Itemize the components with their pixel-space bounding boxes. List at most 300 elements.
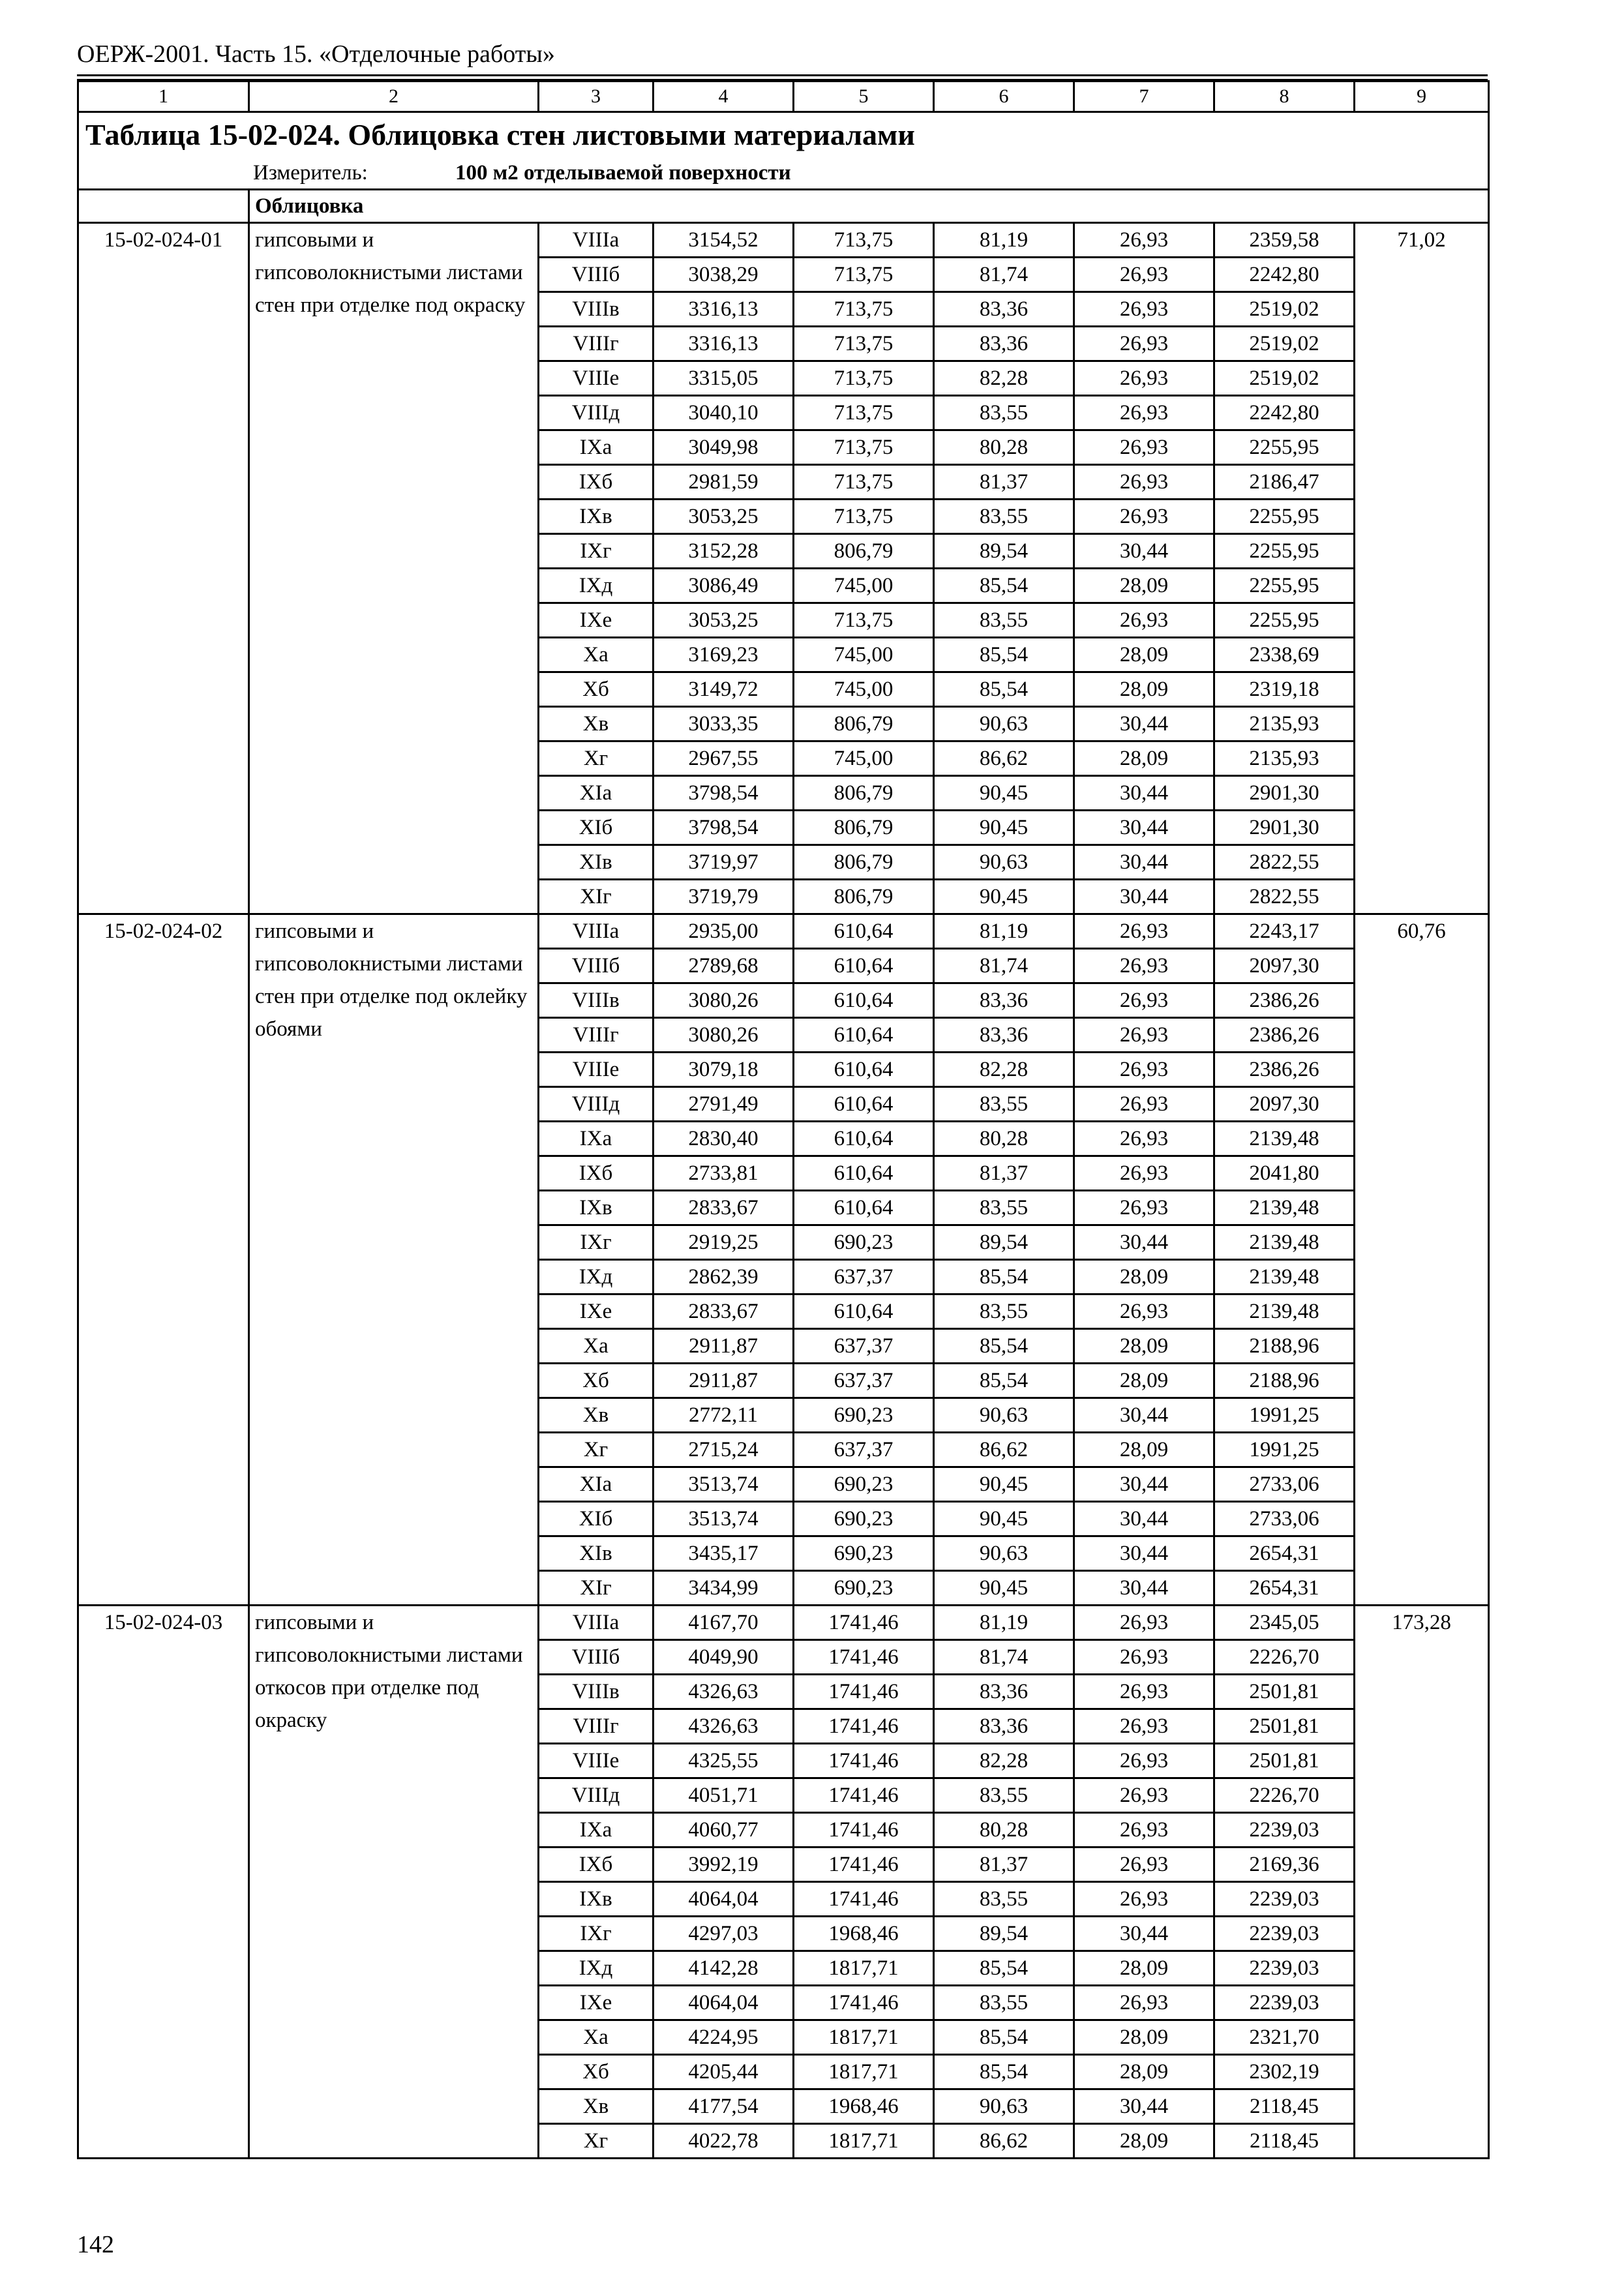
norm-code: 15-02-024-01 bbox=[78, 223, 249, 914]
zone-cell: Xв bbox=[539, 2089, 654, 2124]
labor-cost-cell: 1741,46 bbox=[794, 1986, 934, 2020]
zone-cell: XIа bbox=[539, 1467, 654, 1502]
zone-cell: IXд bbox=[539, 569, 654, 603]
zone-cell: Xа bbox=[539, 2020, 654, 2055]
materials-cost-cell: 2041,80 bbox=[1214, 1156, 1355, 1191]
labor-cost-cell: 713,75 bbox=[794, 430, 934, 465]
labor-cost-cell: 610,64 bbox=[794, 1018, 934, 1053]
total-cost-cell: 3080,26 bbox=[654, 983, 794, 1018]
total-cost-cell: 2715,24 bbox=[654, 1433, 794, 1467]
header-rule bbox=[77, 74, 1488, 76]
materials-cost-cell: 2255,95 bbox=[1214, 603, 1355, 638]
materials-cost-cell: 2822,55 bbox=[1214, 880, 1355, 914]
labor-cost-cell: 690,23 bbox=[794, 1225, 934, 1260]
machine-cost-cell: 83,36 bbox=[934, 327, 1074, 361]
machine-cost-cell: 81,74 bbox=[934, 949, 1074, 983]
operator-wage-cell: 30,44 bbox=[1074, 534, 1214, 569]
total-cost-cell: 4064,04 bbox=[654, 1986, 794, 2020]
zone-cell: IXг bbox=[539, 1225, 654, 1260]
materials-cost-cell: 2188,96 bbox=[1214, 1329, 1355, 1364]
operator-wage-cell: 30,44 bbox=[1074, 1398, 1214, 1433]
norm-code: 15-02-024-02 bbox=[78, 914, 249, 1606]
labor-cost-cell: 1741,46 bbox=[794, 1848, 934, 1882]
zone-cell: IXв bbox=[539, 1882, 654, 1917]
machine-cost-cell: 81,37 bbox=[934, 1156, 1074, 1191]
operator-wage-cell: 26,93 bbox=[1074, 1882, 1214, 1917]
total-cost-cell: 3513,74 bbox=[654, 1502, 794, 1536]
labor-cost-cell: 713,75 bbox=[794, 223, 934, 258]
materials-cost-cell: 2519,02 bbox=[1214, 361, 1355, 396]
column-number: 2 bbox=[249, 82, 539, 112]
labor-cost-cell: 690,23 bbox=[794, 1398, 934, 1433]
zone-cell: IXд bbox=[539, 1951, 654, 1986]
total-cost-cell: 3169,23 bbox=[654, 638, 794, 672]
labor-cost-cell: 637,37 bbox=[794, 1364, 934, 1398]
operator-wage-cell: 26,93 bbox=[1074, 603, 1214, 638]
zone-cell: VIIIг bbox=[539, 327, 654, 361]
total-cost-cell: 3798,54 bbox=[654, 811, 794, 845]
zone-cell: VIIIб bbox=[539, 1640, 654, 1675]
machine-cost-cell: 81,74 bbox=[934, 258, 1074, 292]
total-cost-cell: 3049,98 bbox=[654, 430, 794, 465]
labor-hours-cell: 173,28 bbox=[1355, 1606, 1489, 2159]
column-number-row bbox=[78, 82, 1489, 112]
materials-cost-cell: 2654,31 bbox=[1214, 1571, 1355, 1606]
materials-cost-cell: 2135,93 bbox=[1214, 707, 1355, 741]
zone-cell: IXа bbox=[539, 1122, 654, 1156]
zone-cell: VIIIа bbox=[539, 1606, 654, 1640]
operator-wage-cell: 26,93 bbox=[1074, 1813, 1214, 1848]
operator-wage-cell: 30,44 bbox=[1074, 776, 1214, 811]
total-cost-cell: 3053,25 bbox=[654, 603, 794, 638]
column-number: 4 bbox=[654, 82, 794, 112]
machine-cost-cell: 83,36 bbox=[934, 292, 1074, 327]
materials-cost-cell: 2733,06 bbox=[1214, 1467, 1355, 1502]
labor-cost-cell: 690,23 bbox=[794, 1536, 934, 1571]
operator-wage-cell: 26,93 bbox=[1074, 1778, 1214, 1813]
materials-cost-cell: 2226,70 bbox=[1214, 1778, 1355, 1813]
labor-cost-cell: 806,79 bbox=[794, 707, 934, 741]
zone-cell: VIIIв bbox=[539, 1675, 654, 1709]
zone-cell: Xб bbox=[539, 2055, 654, 2089]
machine-cost-cell: 85,54 bbox=[934, 1260, 1074, 1294]
zone-cell: Xг bbox=[539, 2124, 654, 2159]
machine-cost-cell: 90,63 bbox=[934, 1398, 1074, 1433]
labor-cost-cell: 713,75 bbox=[794, 396, 934, 430]
operator-wage-cell: 28,09 bbox=[1074, 1364, 1214, 1398]
labor-cost-cell: 690,23 bbox=[794, 1571, 934, 1606]
labor-cost-cell: 610,64 bbox=[794, 1156, 934, 1191]
labor-cost-cell: 1741,46 bbox=[794, 1744, 934, 1778]
labor-cost-cell: 1741,46 bbox=[794, 1606, 934, 1640]
column-number: 5 bbox=[794, 82, 934, 112]
document-header: ОЕРЖ-2001. Часть 15. «Отделочные работы» bbox=[77, 40, 555, 68]
zone-cell: IXа bbox=[539, 1813, 654, 1848]
machine-cost-cell: 90,45 bbox=[934, 1571, 1074, 1606]
materials-cost-cell: 2186,47 bbox=[1214, 465, 1355, 500]
total-cost-cell: 3719,79 bbox=[654, 880, 794, 914]
labor-hours-cell: 60,76 bbox=[1355, 914, 1489, 1606]
labor-cost-cell: 1741,46 bbox=[794, 1709, 934, 1744]
zone-cell: XIб bbox=[539, 811, 654, 845]
materials-cost-cell: 1991,25 bbox=[1214, 1398, 1355, 1433]
table-row bbox=[78, 223, 1489, 258]
zone-cell: VIIIе bbox=[539, 361, 654, 396]
materials-cost-cell: 2188,96 bbox=[1214, 1364, 1355, 1398]
materials-cost-cell: 2239,03 bbox=[1214, 1882, 1355, 1917]
machine-cost-cell: 81,37 bbox=[934, 465, 1074, 500]
machine-cost-cell: 90,45 bbox=[934, 1467, 1074, 1502]
materials-cost-cell: 2501,81 bbox=[1214, 1744, 1355, 1778]
table-title-row bbox=[78, 112, 1489, 158]
labor-cost-cell: 713,75 bbox=[794, 292, 934, 327]
total-cost-cell: 4326,63 bbox=[654, 1675, 794, 1709]
measure-cell bbox=[78, 157, 1489, 190]
materials-cost-cell: 2386,26 bbox=[1214, 1018, 1355, 1053]
machine-cost-cell: 81,19 bbox=[934, 1606, 1074, 1640]
zone-cell: Xв bbox=[539, 707, 654, 741]
machine-cost-cell: 90,63 bbox=[934, 707, 1074, 741]
operator-wage-cell: 30,44 bbox=[1074, 880, 1214, 914]
zone-cell: IXг bbox=[539, 534, 654, 569]
materials-cost-cell: 2386,26 bbox=[1214, 1053, 1355, 1087]
zone-cell: XIг bbox=[539, 880, 654, 914]
total-cost-cell: 2791,49 bbox=[654, 1087, 794, 1122]
materials-cost-cell: 2239,03 bbox=[1214, 1917, 1355, 1951]
machine-cost-cell: 85,54 bbox=[934, 638, 1074, 672]
machine-cost-cell: 90,63 bbox=[934, 2089, 1074, 2124]
norm-description-cell bbox=[249, 223, 539, 914]
machine-cost-cell: 85,54 bbox=[934, 2020, 1074, 2055]
labor-cost-cell: 637,37 bbox=[794, 1260, 934, 1294]
labor-cost-cell: 637,37 bbox=[794, 1433, 934, 1467]
operator-wage-cell: 30,44 bbox=[1074, 1917, 1214, 1951]
total-cost-cell: 3513,74 bbox=[654, 1467, 794, 1502]
labor-cost-cell: 1741,46 bbox=[794, 1778, 934, 1813]
norm-description-cell bbox=[249, 914, 539, 1606]
table-row bbox=[78, 914, 1489, 949]
norms-table bbox=[77, 80, 1490, 2159]
operator-wage-cell: 26,93 bbox=[1074, 1606, 1214, 1640]
zone-cell: Xв bbox=[539, 1398, 654, 1433]
materials-cost-cell: 2901,30 bbox=[1214, 776, 1355, 811]
labor-cost-cell: 745,00 bbox=[794, 638, 934, 672]
operator-wage-cell: 26,93 bbox=[1074, 983, 1214, 1018]
materials-cost-cell: 2139,48 bbox=[1214, 1294, 1355, 1329]
operator-wage-cell: 26,93 bbox=[1074, 258, 1214, 292]
operator-wage-cell: 26,93 bbox=[1074, 1986, 1214, 2020]
norm-description: гипсовыми и гипсоволокнистыми листами откосов при отделке под окраску bbox=[255, 1611, 523, 1732]
labor-cost-cell: 1968,46 bbox=[794, 2089, 934, 2124]
materials-cost-cell: 2386,26 bbox=[1214, 983, 1355, 1018]
zone-cell: VIIIд bbox=[539, 1087, 654, 1122]
materials-cost-cell: 2501,81 bbox=[1214, 1709, 1355, 1744]
column-number: 1 bbox=[78, 82, 249, 112]
operator-wage-cell: 30,44 bbox=[1074, 1225, 1214, 1260]
norm-description-cell bbox=[249, 1606, 539, 2159]
zone-cell: VIIIд bbox=[539, 1778, 654, 1813]
table-row bbox=[78, 1606, 1489, 1640]
operator-wage-cell: 26,93 bbox=[1074, 1087, 1214, 1122]
machine-cost-cell: 81,37 bbox=[934, 1848, 1074, 1882]
materials-cost-cell: 2733,06 bbox=[1214, 1502, 1355, 1536]
machine-cost-cell: 90,63 bbox=[934, 1536, 1074, 1571]
zone-cell: VIIIе bbox=[539, 1053, 654, 1087]
zone-cell: Xа bbox=[539, 638, 654, 672]
machine-cost-cell: 86,62 bbox=[934, 2124, 1074, 2159]
zone-cell: XIб bbox=[539, 1502, 654, 1536]
materials-cost-cell: 2255,95 bbox=[1214, 430, 1355, 465]
labor-cost-cell: 806,79 bbox=[794, 880, 934, 914]
operator-wage-cell: 30,44 bbox=[1074, 1467, 1214, 1502]
operator-wage-cell: 26,93 bbox=[1074, 292, 1214, 327]
materials-cost-cell: 2135,93 bbox=[1214, 741, 1355, 776]
machine-cost-cell: 80,28 bbox=[934, 1122, 1074, 1156]
labor-cost-cell: 610,64 bbox=[794, 1053, 934, 1087]
labor-cost-cell: 713,75 bbox=[794, 258, 934, 292]
total-cost-cell: 3719,97 bbox=[654, 845, 794, 880]
total-cost-cell: 2830,40 bbox=[654, 1122, 794, 1156]
machine-cost-cell: 81,19 bbox=[934, 223, 1074, 258]
labor-cost-cell: 1968,46 bbox=[794, 1917, 934, 1951]
zone-cell: VIIIв bbox=[539, 983, 654, 1018]
operator-wage-cell: 30,44 bbox=[1074, 707, 1214, 741]
column-number: 7 bbox=[1074, 82, 1214, 112]
zone-cell: VIIIг bbox=[539, 1709, 654, 1744]
zone-cell: Xб bbox=[539, 672, 654, 707]
zone-cell: VIIIа bbox=[539, 914, 654, 949]
machine-cost-cell: 89,54 bbox=[934, 534, 1074, 569]
labor-cost-cell: 713,75 bbox=[794, 327, 934, 361]
total-cost-cell: 3435,17 bbox=[654, 1536, 794, 1571]
section-row bbox=[78, 190, 1489, 223]
materials-cost-cell: 2118,45 bbox=[1214, 2124, 1355, 2159]
zone-cell: VIIIв bbox=[539, 292, 654, 327]
machine-cost-cell: 90,45 bbox=[934, 1502, 1074, 1536]
operator-wage-cell: 28,09 bbox=[1074, 1260, 1214, 1294]
zone-cell: IXб bbox=[539, 1848, 654, 1882]
materials-cost-cell: 2501,81 bbox=[1214, 1675, 1355, 1709]
total-cost-cell: 3315,05 bbox=[654, 361, 794, 396]
total-cost-cell: 4297,03 bbox=[654, 1917, 794, 1951]
machine-cost-cell: 85,54 bbox=[934, 1364, 1074, 1398]
operator-wage-cell: 26,93 bbox=[1074, 465, 1214, 500]
zone-cell: XIв bbox=[539, 1536, 654, 1571]
zone-cell: IXе bbox=[539, 1986, 654, 2020]
machine-cost-cell: 83,36 bbox=[934, 983, 1074, 1018]
labor-cost-cell: 1817,71 bbox=[794, 2124, 934, 2159]
section-title: Облицовка bbox=[249, 190, 1489, 223]
machine-cost-cell: 82,28 bbox=[934, 1744, 1074, 1778]
zone-cell: IXв bbox=[539, 1191, 654, 1225]
operator-wage-cell: 28,09 bbox=[1074, 1329, 1214, 1364]
total-cost-cell: 3033,35 bbox=[654, 707, 794, 741]
operator-wage-cell: 26,93 bbox=[1074, 1675, 1214, 1709]
zone-cell: Xб bbox=[539, 1364, 654, 1398]
section-spacer-cell bbox=[78, 190, 249, 223]
machine-cost-cell: 83,55 bbox=[934, 1087, 1074, 1122]
norm-code: 15-02-024-03 bbox=[78, 1606, 249, 2159]
labor-cost-cell: 610,64 bbox=[794, 1191, 934, 1225]
norm-description: гипсовыми и гипсоволокнистыми листами стен при отделке под окраску bbox=[255, 228, 526, 317]
labor-cost-cell: 610,64 bbox=[794, 1294, 934, 1329]
machine-cost-cell: 83,55 bbox=[934, 396, 1074, 430]
machine-cost-cell: 83,55 bbox=[934, 1986, 1074, 2020]
machine-cost-cell: 85,54 bbox=[934, 2055, 1074, 2089]
machine-cost-cell: 80,28 bbox=[934, 430, 1074, 465]
materials-cost-cell: 2139,48 bbox=[1214, 1225, 1355, 1260]
materials-cost-cell: 2901,30 bbox=[1214, 811, 1355, 845]
machine-cost-cell: 83,36 bbox=[934, 1709, 1074, 1744]
zone-cell: VIIIе bbox=[539, 1744, 654, 1778]
machine-cost-cell: 81,19 bbox=[934, 914, 1074, 949]
measure-value: 100 м2 отделываемой поверхности bbox=[455, 161, 791, 185]
total-cost-cell: 2833,67 bbox=[654, 1191, 794, 1225]
zone-cell: XIа bbox=[539, 776, 654, 811]
total-cost-cell: 3086,49 bbox=[654, 569, 794, 603]
operator-wage-cell: 30,44 bbox=[1074, 1502, 1214, 1536]
machine-cost-cell: 85,54 bbox=[934, 672, 1074, 707]
machine-cost-cell: 80,28 bbox=[934, 1813, 1074, 1848]
column-number: 3 bbox=[539, 82, 654, 112]
labor-cost-cell: 1817,71 bbox=[794, 1951, 934, 1986]
measure-label: Измеритель: bbox=[253, 161, 368, 185]
table-body bbox=[78, 82, 1489, 2159]
labor-cost-cell: 1741,46 bbox=[794, 1675, 934, 1709]
machine-cost-cell: 81,74 bbox=[934, 1640, 1074, 1675]
materials-cost-cell: 2139,48 bbox=[1214, 1122, 1355, 1156]
labor-cost-cell: 1741,46 bbox=[794, 1640, 934, 1675]
machine-cost-cell: 83,36 bbox=[934, 1675, 1074, 1709]
zone-cell: VIIIд bbox=[539, 396, 654, 430]
zone-cell: VIIIб bbox=[539, 949, 654, 983]
operator-wage-cell: 26,93 bbox=[1074, 1053, 1214, 1087]
total-cost-cell: 3053,25 bbox=[654, 500, 794, 534]
operator-wage-cell: 28,09 bbox=[1074, 2020, 1214, 2055]
total-cost-cell: 3316,13 bbox=[654, 327, 794, 361]
materials-cost-cell: 2654,31 bbox=[1214, 1536, 1355, 1571]
total-cost-cell: 4167,70 bbox=[654, 1606, 794, 1640]
total-cost-cell: 4205,44 bbox=[654, 2055, 794, 2089]
total-cost-cell: 2967,55 bbox=[654, 741, 794, 776]
labor-cost-cell: 690,23 bbox=[794, 1467, 934, 1502]
operator-wage-cell: 26,93 bbox=[1074, 430, 1214, 465]
materials-cost-cell: 2139,48 bbox=[1214, 1191, 1355, 1225]
total-cost-cell: 3434,99 bbox=[654, 1571, 794, 1606]
materials-cost-cell: 2255,95 bbox=[1214, 500, 1355, 534]
page-number: 142 bbox=[77, 2231, 114, 2258]
machine-cost-cell: 83,55 bbox=[934, 603, 1074, 638]
operator-wage-cell: 26,93 bbox=[1074, 1640, 1214, 1675]
total-cost-cell: 4060,77 bbox=[654, 1813, 794, 1848]
materials-cost-cell: 2243,17 bbox=[1214, 914, 1355, 949]
total-cost-cell: 2833,67 bbox=[654, 1294, 794, 1329]
operator-wage-cell: 28,09 bbox=[1074, 638, 1214, 672]
zone-cell: IXд bbox=[539, 1260, 654, 1294]
machine-cost-cell: 82,28 bbox=[934, 361, 1074, 396]
table-title: Таблица 15-02-024. Облицовка стен листовыми материалами bbox=[78, 112, 1489, 158]
materials-cost-cell: 2255,95 bbox=[1214, 569, 1355, 603]
total-cost-cell: 4325,55 bbox=[654, 1744, 794, 1778]
labor-cost-cell: 610,64 bbox=[794, 1122, 934, 1156]
machine-cost-cell: 83,36 bbox=[934, 1018, 1074, 1053]
zone-cell: Xг bbox=[539, 1433, 654, 1467]
measure-row bbox=[78, 157, 1489, 190]
zone-cell: IXе bbox=[539, 1294, 654, 1329]
labor-cost-cell: 610,64 bbox=[794, 949, 934, 983]
zone-cell: XIв bbox=[539, 845, 654, 880]
total-cost-cell: 3149,72 bbox=[654, 672, 794, 707]
total-cost-cell: 3798,54 bbox=[654, 776, 794, 811]
total-cost-cell: 2789,68 bbox=[654, 949, 794, 983]
total-cost-cell: 2981,59 bbox=[654, 465, 794, 500]
labor-cost-cell: 610,64 bbox=[794, 914, 934, 949]
materials-cost-cell: 2169,36 bbox=[1214, 1848, 1355, 1882]
operator-wage-cell: 28,09 bbox=[1074, 672, 1214, 707]
machine-cost-cell: 90,45 bbox=[934, 880, 1074, 914]
operator-wage-cell: 30,44 bbox=[1074, 811, 1214, 845]
labor-cost-cell: 1817,71 bbox=[794, 2020, 934, 2055]
machine-cost-cell: 90,45 bbox=[934, 811, 1074, 845]
operator-wage-cell: 26,93 bbox=[1074, 1191, 1214, 1225]
labor-cost-cell: 745,00 bbox=[794, 741, 934, 776]
labor-cost-cell: 1817,71 bbox=[794, 2055, 934, 2089]
labor-cost-cell: 610,64 bbox=[794, 983, 934, 1018]
operator-wage-cell: 26,93 bbox=[1074, 396, 1214, 430]
materials-cost-cell: 2239,03 bbox=[1214, 1951, 1355, 1986]
operator-wage-cell: 26,93 bbox=[1074, 361, 1214, 396]
total-cost-cell: 2733,81 bbox=[654, 1156, 794, 1191]
machine-cost-cell: 86,62 bbox=[934, 741, 1074, 776]
materials-cost-cell: 2118,45 bbox=[1214, 2089, 1355, 2124]
total-cost-cell: 3152,28 bbox=[654, 534, 794, 569]
materials-cost-cell: 2242,80 bbox=[1214, 396, 1355, 430]
materials-cost-cell: 2302,19 bbox=[1214, 2055, 1355, 2089]
total-cost-cell: 3079,18 bbox=[654, 1053, 794, 1087]
total-cost-cell: 4064,04 bbox=[654, 1882, 794, 1917]
materials-cost-cell: 2242,80 bbox=[1214, 258, 1355, 292]
operator-wage-cell: 26,93 bbox=[1074, 1848, 1214, 1882]
total-cost-cell: 2911,87 bbox=[654, 1329, 794, 1364]
labor-cost-cell: 1741,46 bbox=[794, 1882, 934, 1917]
labor-cost-cell: 806,79 bbox=[794, 845, 934, 880]
labor-hours-cell: 71,02 bbox=[1355, 223, 1489, 914]
total-cost-cell: 2919,25 bbox=[654, 1225, 794, 1260]
total-cost-cell: 2911,87 bbox=[654, 1364, 794, 1398]
materials-cost-cell: 2345,05 bbox=[1214, 1606, 1355, 1640]
labor-cost-cell: 713,75 bbox=[794, 465, 934, 500]
machine-cost-cell: 83,55 bbox=[934, 1882, 1074, 1917]
operator-wage-cell: 30,44 bbox=[1074, 2089, 1214, 2124]
operator-wage-cell: 26,93 bbox=[1074, 500, 1214, 534]
column-number: 9 bbox=[1355, 82, 1489, 112]
materials-cost-cell: 2519,02 bbox=[1214, 327, 1355, 361]
operator-wage-cell: 28,09 bbox=[1074, 2124, 1214, 2159]
machine-cost-cell: 83,55 bbox=[934, 1294, 1074, 1329]
materials-cost-cell: 1991,25 bbox=[1214, 1433, 1355, 1467]
zone-cell: Xа bbox=[539, 1329, 654, 1364]
total-cost-cell: 3038,29 bbox=[654, 258, 794, 292]
labor-cost-cell: 806,79 bbox=[794, 776, 934, 811]
zone-cell: IXб bbox=[539, 1156, 654, 1191]
materials-cost-cell: 2359,58 bbox=[1214, 223, 1355, 258]
machine-cost-cell: 83,55 bbox=[934, 1191, 1074, 1225]
zone-cell: IXе bbox=[539, 603, 654, 638]
labor-cost-cell: 713,75 bbox=[794, 500, 934, 534]
materials-cost-cell: 2255,95 bbox=[1214, 534, 1355, 569]
zone-cell: IXв bbox=[539, 500, 654, 534]
total-cost-cell: 3154,52 bbox=[654, 223, 794, 258]
